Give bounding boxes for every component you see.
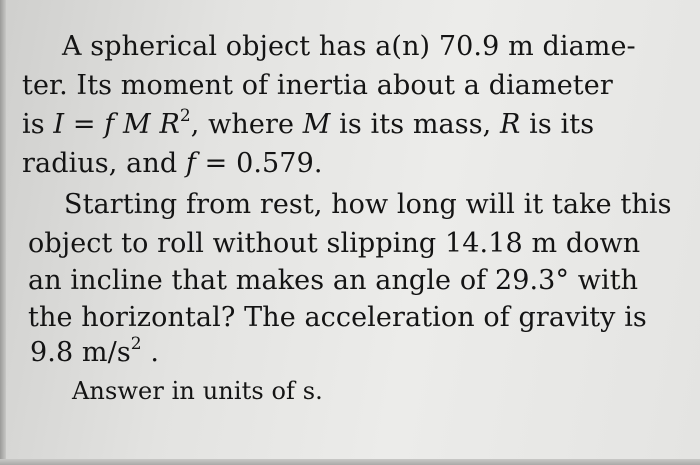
problem-line-2: ter. Its moment of inertia about a diameter [22,70,613,101]
text: = 0.579. [195,148,323,179]
text: . [141,337,160,368]
photo-bottom-edge [0,459,700,465]
text: is [22,109,54,140]
problem-line-1: A spherical object has a(n) 70.9 m diame- [62,31,636,62]
text: 9.8 m/s [30,337,131,368]
exponent: 2 [179,106,191,126]
photo-left-edge [0,0,6,465]
symbol-f: f [185,148,196,179]
symbol-f: f [104,109,115,140]
text: , where [190,109,303,140]
exponent: 2 [130,334,142,354]
text: is its [520,109,595,140]
problem-line-6: object to roll without slipping 14.18 m down [28,228,641,259]
problem-line-7: an incline that makes an angle of 29.3° with [28,265,639,296]
problem-line-3 [22,108,594,142]
symbol-MR: M R [114,109,180,140]
problem-line-5: Starting from rest, how long will it take this [64,189,672,220]
answer-units: Answer in units of s. [72,377,323,405]
symbol-M: M [302,109,331,140]
text: radius, and [22,148,186,179]
text: = [64,109,105,140]
problem-line-4 [22,147,323,181]
text: is its mass, [330,109,501,140]
problem-line-9 [30,336,159,370]
symbol-R: R [500,109,521,140]
problem-line-8: the horizontal? The acceleration of gravity is [28,302,647,333]
symbol-I: I [53,109,65,140]
